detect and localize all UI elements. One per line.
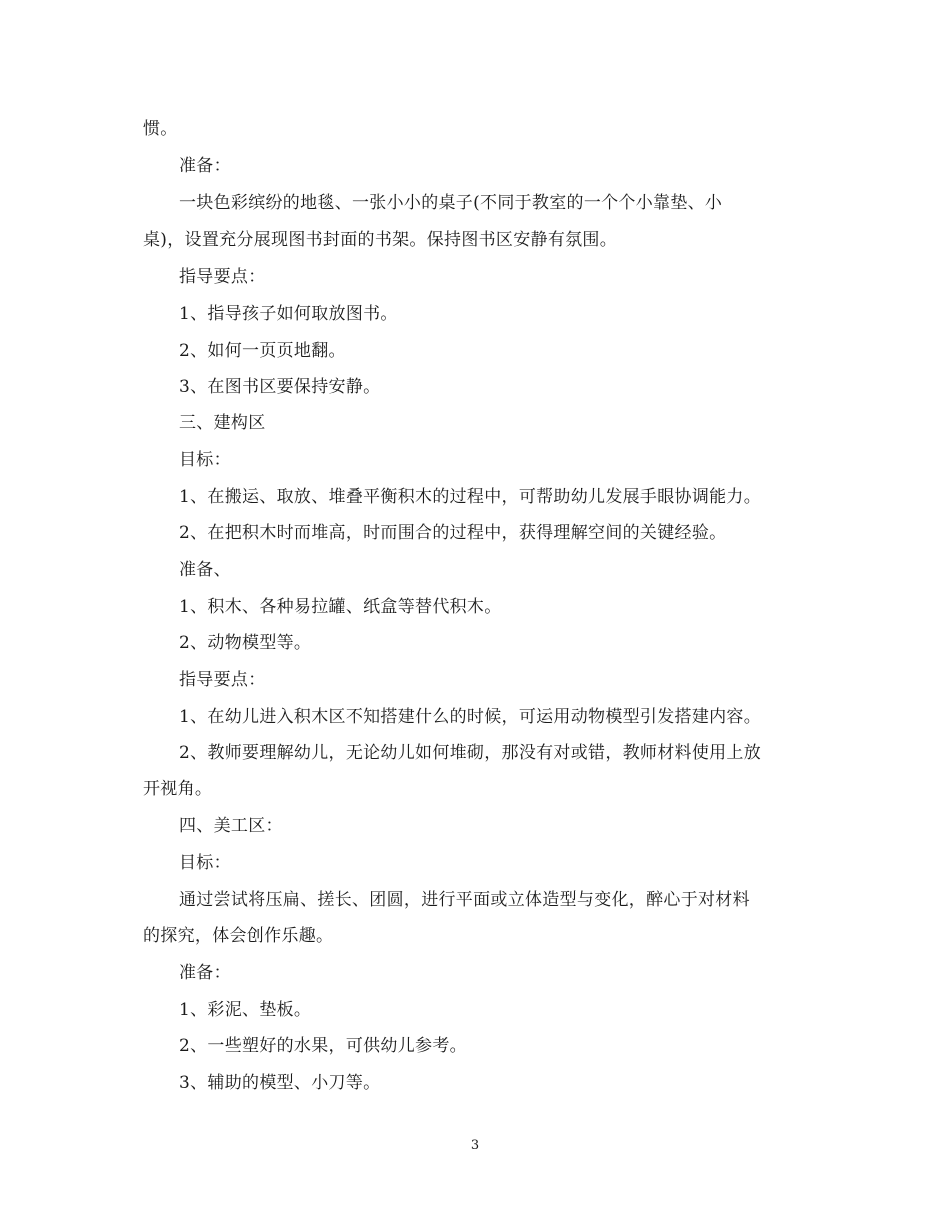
list-item: 2、动物模型等。 xyxy=(179,633,312,653)
text-line: 惯。 xyxy=(143,119,178,139)
text-line: 开视角。 xyxy=(143,779,213,799)
list-item: 1、在搬运、取放、堆叠平衡积木的过程中，可帮助幼儿发展手眼协调能力。 xyxy=(179,487,762,507)
list-item: 2、教师要理解幼儿，无论幼儿如何堆砌，那没有对或错，教师材料使用上放 xyxy=(179,743,762,763)
section-heading-construction-area: 三、建构区 xyxy=(179,413,266,433)
list-item: 1、彩泥、垫板。 xyxy=(179,1000,312,1020)
list-item: 2、一些塑好的水果，可供幼儿参考。 xyxy=(179,1036,467,1056)
page-number: 3 xyxy=(470,1138,480,1153)
text-line: 的探究，体会创作乐趣。 xyxy=(143,926,334,946)
list-item: 1、积木、各种易拉罐、纸盒等替代积木。 xyxy=(179,597,502,617)
section-label-guidance: 指导要点： xyxy=(179,670,266,690)
section-label-preparation: 准备： xyxy=(179,963,231,983)
text-line: 通过尝试将压扁、搓长、团圆，进行平面或立体造型与变化，醉心于对材料 xyxy=(179,890,750,910)
section-heading-art-area: 四、美工区： xyxy=(179,816,283,836)
section-label-goals: 目标： xyxy=(179,450,231,470)
list-item: 1、在幼儿进入积木区不知搭建什么的时候，可运用动物模型引发搭建内容。 xyxy=(179,707,762,727)
text-line: 一块色彩缤纷的地毯、一张小小的桌子(不同于教室的一个个小靠垫、小 xyxy=(179,193,723,213)
list-item: 3、辅助的模型、小刀等。 xyxy=(179,1073,381,1093)
section-label-preparation: 准备： xyxy=(179,156,231,176)
list-item: 3、在图书区要保持安静。 xyxy=(179,377,381,397)
section-label-goals: 目标： xyxy=(179,853,231,873)
text-line: 桌)，设置充分展现图书封面的书架。保持图书区安静有氛围。 xyxy=(143,230,618,250)
list-item: 2、如何一页页地翻。 xyxy=(179,341,346,361)
section-label-preparation: 准备、 xyxy=(179,560,231,580)
list-item: 1、指导孩子如何取放图书。 xyxy=(179,304,398,324)
list-item: 2、在把积木时而堆高，时而围合的过程中，获得理解空间的关键经验。 xyxy=(179,523,727,543)
section-label-guidance: 指导要点： xyxy=(179,267,266,287)
